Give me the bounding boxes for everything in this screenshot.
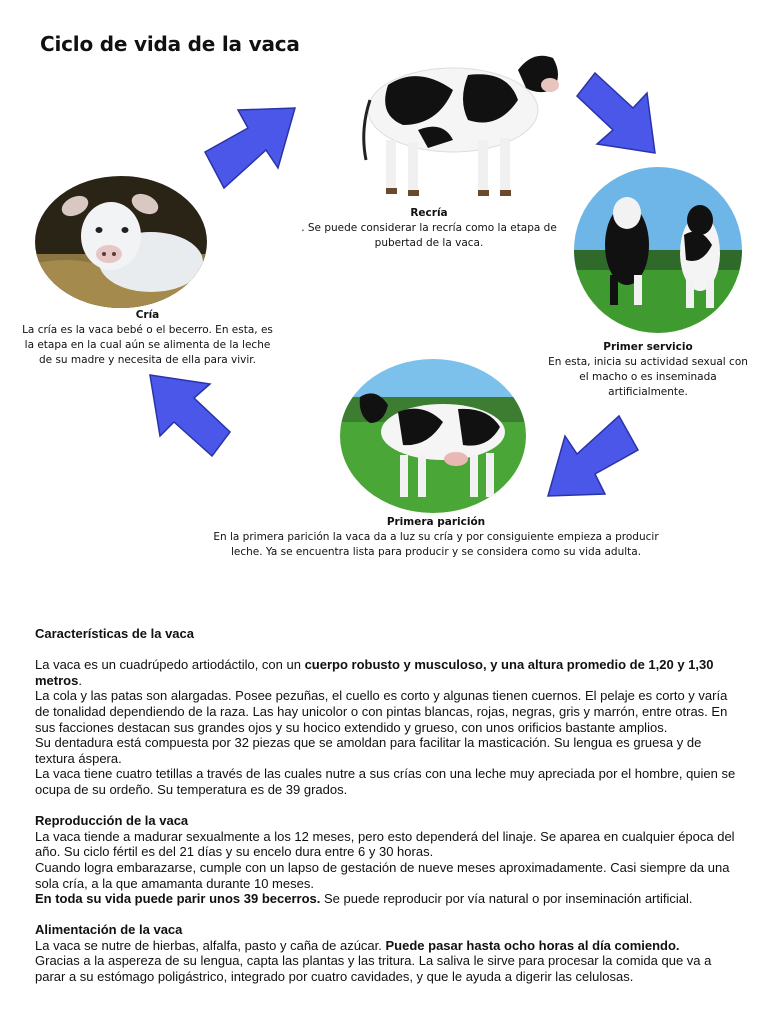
stage-primera-paricion [205, 515, 667, 560]
arrow-servicio-to-paricion-icon [543, 408, 643, 503]
stage-primer-servicio [545, 340, 751, 400]
section-heading-reproduccion: Reproducción de la vaca [35, 813, 189, 829]
paragraph: La cola y las patas son alargadas. Posee pezuñas, el cuello es corto y algunas tienen cuernos. El pelaje es corto y varía de tonalidad dependiendo de la raza. Las hay unicolor o con pintas blancas, rojas, negras, gris y marrón, entre otras. En sus facciones destacan sus grandes ojos y su hocico extendido y grueso, con unos orificios bastante amplios. [35, 688, 728, 735]
text-span: Se puede reproducir por vía natural o por inseminación artificial. [320, 891, 693, 907]
paragraph [35, 938, 740, 954]
bold-span: cuerpo robusto y musculoso, y una altura promedio de 1,20 y 1,30 metros [35, 657, 714, 688]
stage-recria [300, 206, 558, 251]
text-span: La vaca se nutre de hierbas, alfalfa, pasto y caña de azúcar. [35, 937, 386, 953]
paragraph: Cuando logra embarazarse, cumple con un lapso de gestación de nueve meses aproximadamente. Casi siempre da una sola cría, a la que amamanta durante 10 meses. [35, 859, 730, 891]
stage-primera-paricion-title: Primera parición [386, 516, 486, 528]
article-body [35, 626, 740, 985]
page-title: Ciclo de vida de la vaca [40, 32, 300, 56]
arrow-recria-to-servicio-icon [575, 68, 660, 158]
calf-photo [33, 174, 209, 310]
paragraph: Gracias a la aspereza de su lengua, capta las plantas y las tritura. La saliva le sirve para procesar la comida que va a parar a su estómago poligástrico, integrado por cuatro cavidades, y que le ayuda a digerir las celulosas. [35, 953, 712, 985]
cow-field-photo [338, 357, 528, 515]
stage-cria [20, 308, 275, 368]
stage-primera-paricion-text: En la primera parición la vaca da a luz su cría y por consiguiente empieza a producir leche. Ya se encuentra lista para producir y se considera como su vida adulta. [213, 531, 659, 558]
section-heading-alimentacion: Alimentación de la vaca [35, 922, 183, 938]
bold-span: Puede pasar hasta ocho horas al día comiendo. [385, 937, 680, 953]
paragraph: La vaca tiende a madurar sexualmente a los 12 meses, pero esto dependerá del linaje. Se aparea en cualquier época del año. Su ciclo fértil es del 21 días y su encelo dura entre 6 y 30 horas. [35, 828, 735, 860]
paragraph [35, 891, 740, 907]
arrow-cria-to-recria-icon [200, 100, 300, 195]
stage-primer-servicio-title: Primer servicio [603, 341, 693, 353]
stage-recria-title: Recría [410, 207, 448, 219]
stage-cria-title: Cría [135, 309, 160, 321]
arrow-paricion-to-cria-icon [142, 370, 232, 460]
stage-cria-text: La cría es la vaca bebé o el becerro. En esta, es la etapa en la cual aún se alimenta de la leche de su madre y necesita de ella para vivir. [22, 324, 273, 366]
text-span: La vaca es un cuadrúpedo artiodáctilo, con un [35, 657, 305, 673]
stage-recria-text: . Se puede considerar la recría como la etapa de pubertad de la vaca. [301, 222, 557, 249]
paragraph: La vaca tiene cuatro tetillas a través de las cuales nutre a sus crías con una leche muy apreciada por el hombre, quien se ocupa de su ordeño. Su temperatura es de 39 grados. [35, 766, 736, 797]
section-heading-caracteristicas: Características de la vaca [35, 626, 194, 641]
paragraph: Su dentadura está compuesta por 32 piezas que se amoldan para facilitar la masticación. Su lengua es gruesa y de textura áspera. [35, 735, 702, 766]
paragraph [35, 657, 740, 688]
text-span: . [78, 672, 82, 688]
two-cows-photo [572, 165, 744, 335]
cow-photo [358, 30, 568, 210]
stage-primer-servicio-text: En esta, inicia su actividad sexual con el macho o es inseminada artificialmente. [548, 356, 748, 398]
bold-span: En toda su vida puede parir unos 39 becerros. [35, 891, 321, 907]
